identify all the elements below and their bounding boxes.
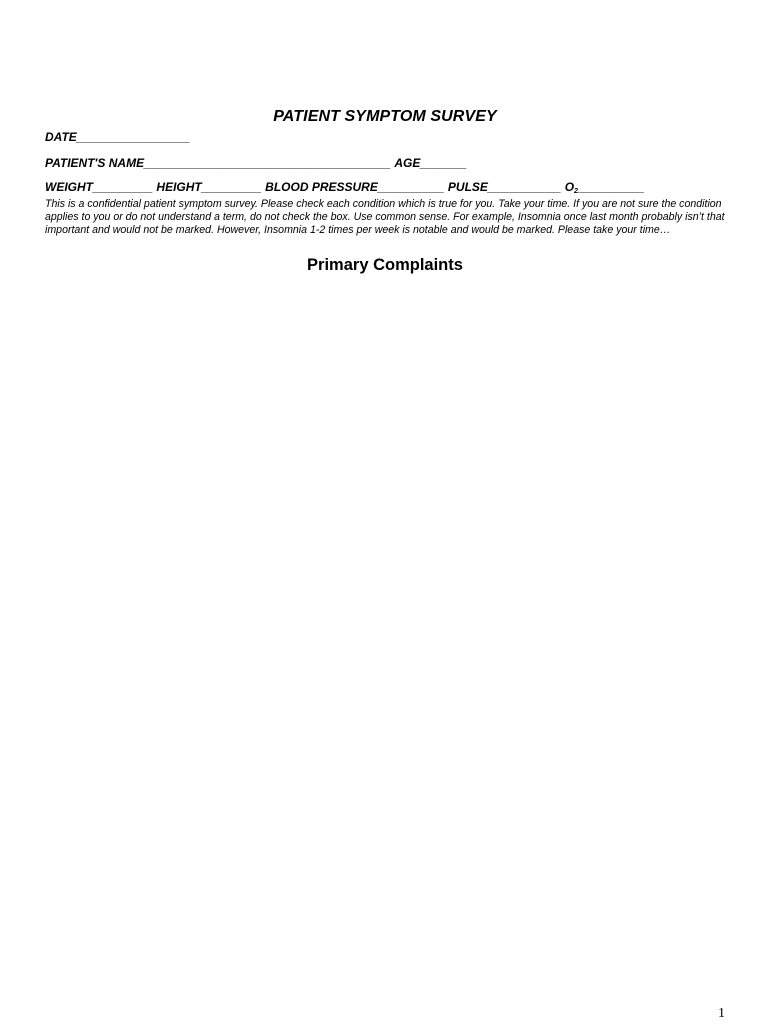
pulse-label: PULSE <box>447 180 488 194</box>
patient-name-label: PATIENT'S NAME <box>45 156 145 170</box>
vitals-field-row <box>45 180 645 195</box>
page-number: 1 <box>718 1006 725 1021</box>
date-blank-line[interactable]: _________________ <box>76 130 191 144</box>
name-age-field-row <box>45 156 467 170</box>
primary-complaints-heading: Primary Complaints <box>307 256 463 274</box>
weight-label: WEIGHT <box>45 180 93 194</box>
pulse-blank-line[interactable]: ___________ <box>487 180 565 194</box>
height-blank-line[interactable]: _________ <box>201 180 266 194</box>
o2-blank-line[interactable]: __________ <box>577 180 645 194</box>
blood-pressure-blank-line[interactable]: __________ <box>377 180 448 194</box>
age-blank-line[interactable]: _______ <box>420 156 468 170</box>
weight-blank-line[interactable]: _________ <box>93 180 157 194</box>
blood-pressure-label: BLOOD PRESSURE <box>265 180 378 194</box>
age-label: AGE <box>394 156 421 170</box>
o2-subscript: 2 <box>574 188 578 195</box>
document-title: PATIENT SYMPTOM SURVEY <box>273 108 497 125</box>
o2-label: O <box>564 180 575 194</box>
patient-name-blank-line[interactable]: _____________________________________ <box>144 156 395 170</box>
date-label: DATE <box>45 130 77 144</box>
height-label: HEIGHT <box>156 180 202 194</box>
survey-instructions: This is a confidential patient symptom survey. Please check each condition which is true for you. Take your time. If you are not sure the condition applies to you or do not understand a term, do not check the box. Use common sense. For example, Insomnia once last month probably isn’t that important and would not be marked. However, Insomnia 1-2 times per week is notable and would be marked. Please take your time… <box>45 198 725 236</box>
date-field-row <box>45 130 190 144</box>
